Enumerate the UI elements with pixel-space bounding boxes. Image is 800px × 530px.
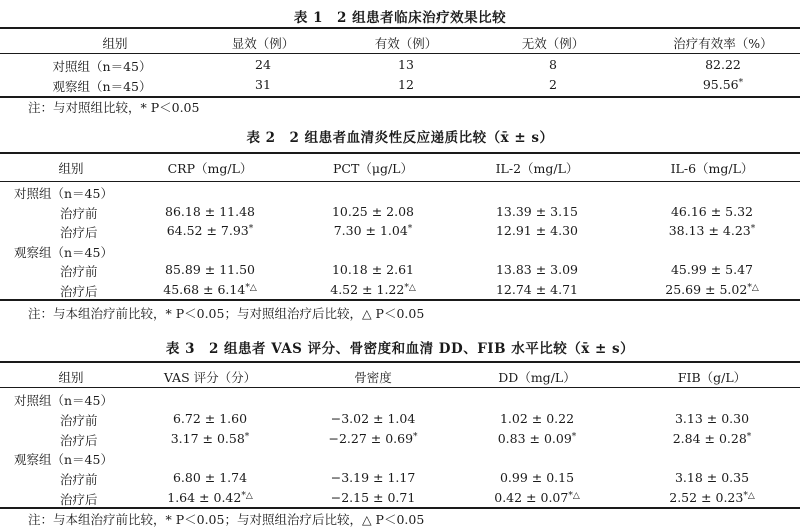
table-cell	[163, 282, 256, 297]
cell-value: 2.84 ± 0.28	[672, 430, 747, 446]
table3-header-fib: FIB（g/L）	[677, 370, 747, 385]
table-cell	[500, 470, 574, 485]
table-cell	[165, 262, 255, 277]
cell-value: 3.18 ± 0.35	[674, 470, 750, 486]
table1-note: 注：与对照组比较，* P＜0.05	[28, 100, 200, 115]
cell-value: 0.42 ± 0.07	[494, 490, 569, 505]
cell-value: 6.80 ± 1.74	[172, 470, 248, 486]
table-cell	[671, 204, 753, 219]
cell-value: 85.89 ± 11.50	[165, 262, 255, 277]
table3-top-rule	[0, 361, 800, 363]
significance-mark: *△	[245, 282, 257, 293]
table3-header-bmd: 骨密度	[354, 370, 392, 385]
cell-value: 86.18 ± 11.48	[165, 203, 255, 219]
cell-value: 38.13 ± 4.23	[668, 223, 751, 238]
cell-value: 13.83 ± 3.09	[495, 262, 579, 277]
cell-value: 4.52 ± 1.22	[330, 281, 405, 297]
table-cell	[331, 470, 416, 485]
table-cell	[332, 262, 414, 277]
cell-value: 10.18 ± 2.61	[331, 262, 415, 277]
table1-row-group: 对照组（n＝45）	[52, 59, 152, 74]
significance-mark: *△	[747, 282, 759, 293]
table3-header-rule	[0, 387, 800, 388]
table-cell	[498, 431, 577, 446]
table1-header-effective: 有效（例）	[374, 36, 438, 51]
stage-label: 治疗前	[60, 412, 98, 428]
table2-bottom-rule	[0, 299, 800, 301]
table1-cell: 2	[549, 77, 557, 92]
cell-value: 7.30 ± 1.04	[333, 223, 408, 238]
table2-header-crp: CRP（mg/L）	[167, 161, 253, 176]
significance-mark: *	[571, 431, 577, 442]
significance-mark: *	[407, 224, 413, 234]
table-cell	[665, 282, 758, 297]
table-cell	[675, 411, 749, 426]
table3-bottom-rule	[0, 507, 800, 509]
table-cell	[671, 262, 753, 277]
table3-header-vas: VAS 评分（分）	[163, 370, 257, 385]
table1-cell: 82.22	[705, 57, 741, 72]
significance-mark: *	[248, 224, 254, 234]
cell-value: 0.99 ± 0.15	[499, 470, 575, 486]
table-cell	[496, 223, 578, 238]
cell-value: −2.15 ± 0.71	[330, 490, 416, 505]
stage-label: 治疗前	[60, 264, 98, 279]
stage-label: 治疗后	[60, 492, 98, 507]
cell-value: 1.02 ± 0.22	[499, 410, 575, 426]
table2-header-rule	[0, 181, 800, 182]
table-cell	[496, 262, 578, 277]
table2-header-group: 组别	[58, 161, 84, 176]
table2-header-il6: IL-6（mg/L）	[670, 161, 754, 176]
table-cell	[500, 411, 574, 426]
group-label: 对照组（n＝45）	[14, 186, 113, 201]
cell-value: 3.13 ± 0.30	[674, 410, 750, 426]
table-cell	[669, 490, 755, 505]
stage-label: 治疗前	[60, 472, 98, 488]
cell-value: 25.69 ± 5.02	[665, 281, 748, 297]
table-cell	[330, 282, 416, 297]
cell-value: −3.02 ± 1.04	[330, 410, 416, 426]
cell-value: 12.91 ± 4.30	[495, 223, 579, 238]
group-label: 观察组（n＝45）	[14, 452, 113, 468]
significance-mark: *	[244, 431, 250, 442]
cell-value: 64.52 ± 7.93	[166, 223, 249, 238]
table1-cell: 12	[398, 77, 414, 92]
table2-header-il2: IL-2（mg/L）	[495, 161, 579, 176]
table1-row-group: 观察组（n＝45）	[52, 79, 152, 94]
table-cell	[496, 282, 578, 297]
significance-mark: *	[413, 431, 418, 442]
table-cell	[673, 431, 752, 446]
table-cell	[669, 223, 756, 238]
table1-cell: 13	[398, 57, 414, 72]
table1-header-rule	[0, 53, 800, 54]
table-cell	[167, 490, 253, 505]
cell-value: −3.19 ± 1.17	[330, 470, 416, 486]
table2-top-rule	[0, 152, 800, 154]
table-cell	[173, 470, 247, 485]
table-cell	[675, 470, 749, 485]
cell-value: 45.68 ± 6.14	[163, 281, 246, 297]
table3-title: 表 3 2 组患者 VAS 评分、骨密度和血清 DD、FIB 水平比较（x̄ ± s）	[165, 341, 635, 357]
cell-value: 10.25 ± 2.08	[331, 203, 415, 219]
significance-mark: *△	[241, 491, 253, 501]
table-cell	[171, 431, 250, 446]
table-cell	[173, 411, 247, 426]
table1-cell: 24	[255, 57, 271, 72]
significance-mark: *	[738, 78, 744, 88]
table-cell	[332, 204, 414, 219]
cell-value: 6.72 ± 1.60	[172, 410, 248, 426]
table1-header-marked: 显效（例）	[231, 36, 295, 51]
stage-label: 治疗后	[60, 432, 98, 448]
table3-header-dd: DD（mg/L）	[498, 370, 576, 385]
significance-mark: *△	[568, 491, 580, 501]
group-label: 观察组（n＝45）	[14, 244, 113, 260]
cell-value: −2.27 ± 0.69	[328, 430, 414, 446]
table3-header-group: 组别	[58, 370, 84, 385]
table1-header-rate: 治疗有效率（%）	[673, 36, 773, 51]
stage-label: 治疗后	[60, 225, 98, 240]
significance-mark: *	[750, 224, 756, 234]
cell-value: 2.52 ± 0.23	[669, 490, 744, 505]
stage-label: 治疗后	[60, 283, 98, 299]
cell-value: 45.99 ± 5.47	[670, 262, 754, 277]
cell-value: 46.16 ± 5.32	[670, 203, 754, 219]
cell-value: 3.17 ± 0.58	[170, 430, 245, 446]
table2-note: 注：与本组治疗前比较，* P＜0.05；与对照组治疗后比较，△ P＜0.05	[28, 306, 425, 321]
table1-cell	[703, 77, 743, 92]
table-cell	[331, 411, 416, 426]
table-cell	[334, 223, 413, 238]
table1-header-group: 组别	[102, 36, 128, 51]
table1-header-ineffective: 无效（例）	[521, 36, 585, 51]
group-label: 对照组（n＝45）	[14, 393, 113, 408]
table-cell	[167, 223, 254, 238]
cell-value: 13.39 ± 3.15	[495, 203, 579, 219]
table-cell	[494, 490, 580, 505]
significance-mark: *△	[743, 491, 755, 501]
stage-label: 治疗前	[60, 205, 98, 221]
table-cell	[496, 204, 578, 219]
table-cell	[328, 431, 417, 446]
significance-mark: *	[746, 431, 752, 442]
table1-title: 表 1 2 组患者临床治疗效果比较	[293, 10, 507, 26]
table-cell	[331, 490, 416, 505]
table1-cell: 31	[255, 77, 271, 92]
table2-title: 表 2 2 组患者血清炎性反应递质比较（x̄ ± s）	[246, 130, 554, 146]
cell-value: 1.64 ± 0.42	[167, 490, 242, 505]
table-cell	[165, 204, 255, 219]
table1-cell: 8	[549, 57, 557, 72]
cell-value: 0.83 ± 0.09	[497, 430, 572, 446]
table1-top-rule	[0, 27, 800, 29]
table2-header-pct: PCT（μg/L）	[333, 161, 413, 176]
table3-note: 注：与本组治疗前比较，* P＜0.05；与对照组治疗后比较，△ P＜0.05	[28, 512, 425, 527]
table1-cell-value: 95.56	[702, 77, 739, 92]
cell-value: 12.74 ± 4.71	[495, 281, 579, 297]
significance-mark: *△	[404, 282, 416, 293]
